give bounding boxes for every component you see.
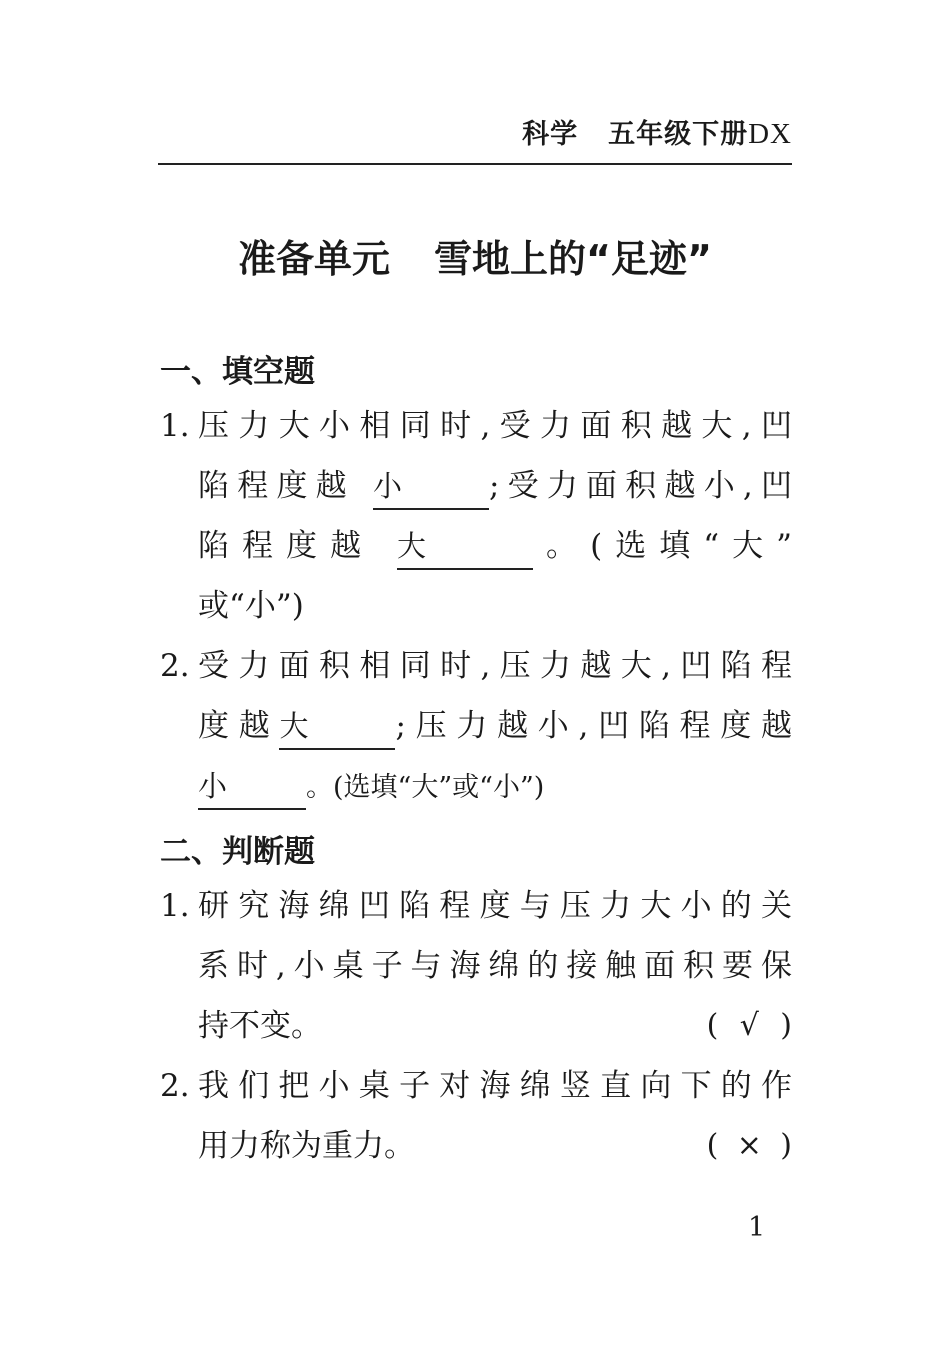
question-text: 压力大小相同时,受力面积越大,凹	[198, 408, 792, 444]
unit-name: 雪地上的“足迹”	[434, 237, 712, 281]
question-number: 2.	[160, 648, 190, 684]
question-text: 研究海绵凹陷程度与压力大小的关	[198, 888, 792, 924]
question-text-line: 陷程度越 小 ;受力面积越小,凹	[198, 456, 792, 516]
question-number: 1.	[160, 888, 190, 924]
question-text: 受力面积相同时,压力越大,凹陷程	[198, 648, 792, 684]
answer-mark[interactable]: ( × )	[707, 1116, 792, 1176]
section-true-false-heading: 二、判断题	[160, 834, 315, 870]
question-text-line: 持不变。	[198, 1008, 322, 1044]
fill-question-2	[160, 636, 792, 816]
answer-blank[interactable]: 大	[397, 524, 533, 570]
answer-blank[interactable]: 小	[373, 464, 489, 510]
question-number: 2.	[160, 1068, 190, 1104]
page-header	[160, 112, 792, 151]
page-number: 1	[748, 1212, 766, 1243]
answer-blank[interactable]: 大	[279, 704, 395, 750]
judge-question-2	[160, 1056, 792, 1176]
page-title	[0, 228, 950, 283]
header-rule	[158, 163, 792, 165]
question-text-line: 系时,小桌子与海绵的接触面积要保	[198, 948, 792, 984]
question-text: 我们把小桌子对海绵竖直向下的作	[198, 1068, 792, 1104]
judge-question-1	[160, 876, 792, 1056]
grade-label: 五年级下册	[608, 119, 749, 150]
unit-label: 准备单元	[238, 237, 391, 281]
edition-label: DX	[748, 118, 792, 150]
answer-blank[interactable]: 小	[198, 764, 306, 810]
question-text-line: 或“小”)	[198, 588, 304, 624]
cross-mark-answer: ×	[736, 1128, 762, 1163]
question-text-line: 小 。(选填“大”或“小”)	[198, 756, 792, 818]
section-fill-in-heading: 一、填空题	[160, 354, 315, 390]
question-number: 1.	[160, 408, 190, 444]
fill-question-1	[160, 396, 792, 636]
subject-label: 科学	[522, 119, 579, 150]
check-mark-answer: √	[739, 1008, 759, 1043]
question-text-line: 陷程度越 大 。(选填“大”	[198, 516, 792, 576]
answer-mark[interactable]: ( √ )	[707, 996, 792, 1056]
question-text-line: 度越大 ;压力越小,凹陷程度越	[198, 696, 792, 756]
question-text-line: 用力称为重力。	[198, 1128, 415, 1164]
